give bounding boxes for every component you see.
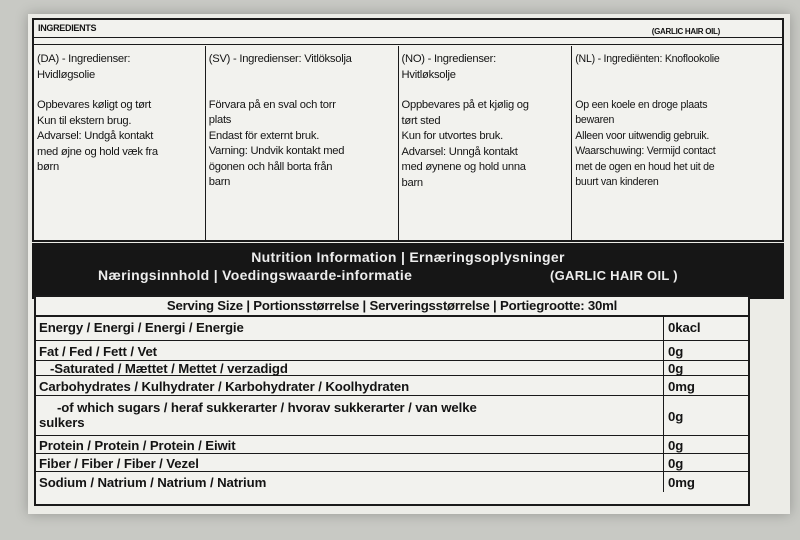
column-warning: med øjne og hold væk fra bbox=[37, 145, 158, 158]
nutrient-label: Protein / Protein / Protein / Eiwit bbox=[36, 436, 664, 453]
column-heading: (SV) - Ingredienser: Vitlöksolja bbox=[208, 53, 352, 65]
column-storage: Opbevares køligt og tørt bbox=[37, 99, 151, 111]
column-heading: (DA) - Ingredienser: bbox=[37, 53, 131, 65]
table-row bbox=[36, 376, 748, 396]
table-row bbox=[36, 396, 748, 436]
nutrient-label: Fat / Fed / Fett / Vet bbox=[36, 341, 664, 360]
nutrient-value: 0g bbox=[668, 456, 684, 471]
column-warning: met de ogen en houd het uit de bbox=[575, 160, 715, 173]
serving-size: Serving Size | Portionsstørrelse | Serveringsstørrelse | Portiegrootte: 30ml bbox=[36, 297, 748, 317]
table-row bbox=[36, 317, 748, 341]
language-columns bbox=[34, 46, 782, 240]
column-storage: Op een koele en droge plaats bbox=[575, 98, 708, 111]
column-ingredient: Hvidløgsolie bbox=[37, 68, 95, 81]
column-ingredient: Hvitløksolje bbox=[401, 68, 456, 81]
column-warning: barn bbox=[208, 176, 231, 188]
column-storage: bewaren bbox=[575, 114, 615, 126]
ingredients-header bbox=[34, 20, 782, 38]
column-use: Endast för externt bruk. bbox=[208, 129, 320, 142]
nutrient-label-line: sulkers bbox=[39, 415, 85, 430]
column-warning: med øynene og hold unna bbox=[401, 161, 526, 173]
column-warning: Varning: Undvik kontakt med bbox=[208, 145, 345, 157]
nutrient-value: 0g bbox=[668, 438, 684, 453]
column-heading: (NO) - Ingredienser: bbox=[401, 53, 496, 65]
column-heading: (NL) - Ingrediënten: Knoflookolie bbox=[575, 53, 720, 65]
nutrient-value: 0mg bbox=[668, 475, 695, 490]
column-use: Alleen voor uitwendig gebruik. bbox=[575, 129, 710, 142]
table-row bbox=[36, 454, 748, 472]
nutrient-value: 0mg bbox=[668, 379, 695, 394]
ingredients-box bbox=[32, 18, 784, 242]
column-warning: barn bbox=[401, 176, 423, 189]
nutrition-table bbox=[34, 295, 750, 506]
nutrient-label: -Saturated / Mættet / Mettet / verzadigd bbox=[36, 361, 664, 375]
nutrient-value: 0kacl bbox=[668, 320, 701, 335]
table-row bbox=[36, 361, 748, 376]
column-swedish bbox=[206, 46, 399, 240]
ingredients-divider bbox=[34, 44, 782, 45]
table-row bbox=[36, 341, 748, 361]
ingredients-title: INGREDIENTS bbox=[38, 23, 97, 33]
column-storage: plats bbox=[208, 114, 232, 126]
column-warning: Waarschuwing: Vermijd contact bbox=[575, 145, 716, 157]
nutrition-header-band bbox=[32, 243, 784, 299]
column-danish bbox=[34, 46, 206, 240]
nutrient-value: 0g bbox=[668, 409, 684, 424]
nutrient-label: Energy / Energi / Energi / Energie bbox=[36, 317, 664, 340]
column-warning: Advarsel: Unngå kontakt bbox=[401, 145, 518, 158]
nutrient-label: Carbohydrates / Kulhydrater / Karbohydrater / Koolhydraten bbox=[36, 376, 664, 395]
column-use: Kun for utvortes bruk. bbox=[401, 130, 503, 142]
nutrient-value: 0g bbox=[668, 361, 684, 376]
nutrient-label: Fiber / Fiber / Fiber / Vezel bbox=[36, 454, 664, 471]
column-warning: ögonen och håll borta från bbox=[208, 160, 333, 173]
table-row bbox=[36, 436, 748, 454]
nutrient-value: 0g bbox=[668, 344, 684, 359]
nutrition-header-line2: Næringsinnhold | Voedingswaarde-informatie bbox=[98, 267, 413, 283]
column-storage: Förvara på en sval och torr bbox=[208, 98, 336, 111]
nutrient-label bbox=[36, 396, 664, 435]
column-storage: tørt sted bbox=[401, 114, 441, 127]
nutrition-header-product: (GARLIC HAIR OIL ) bbox=[550, 268, 678, 283]
nutrition-header-line1: Nutrition Information | Ernæringsoplysninger bbox=[251, 249, 565, 265]
product-label bbox=[28, 14, 790, 514]
ingredients-subtitle: (GARLIC HAIR OIL) bbox=[651, 27, 720, 36]
column-warning: børn bbox=[37, 161, 60, 173]
nutrient-label: Sodium / Natrium / Natrium / Natrium bbox=[36, 472, 664, 492]
table-row bbox=[36, 472, 748, 492]
column-use: Kun til ekstern brug. bbox=[37, 114, 132, 127]
column-storage: Oppbevares på et kjølig og bbox=[401, 99, 529, 111]
nutrient-label-line: -of which sugars / heraf sukkerarter / hvorav sukkerarter / van welke bbox=[57, 400, 477, 415]
column-warning: buurt van kinderen bbox=[575, 176, 659, 188]
column-warning: Advarsel: Undgå kontakt bbox=[37, 130, 154, 142]
column-dutch bbox=[572, 46, 782, 240]
column-norwegian bbox=[399, 46, 573, 240]
